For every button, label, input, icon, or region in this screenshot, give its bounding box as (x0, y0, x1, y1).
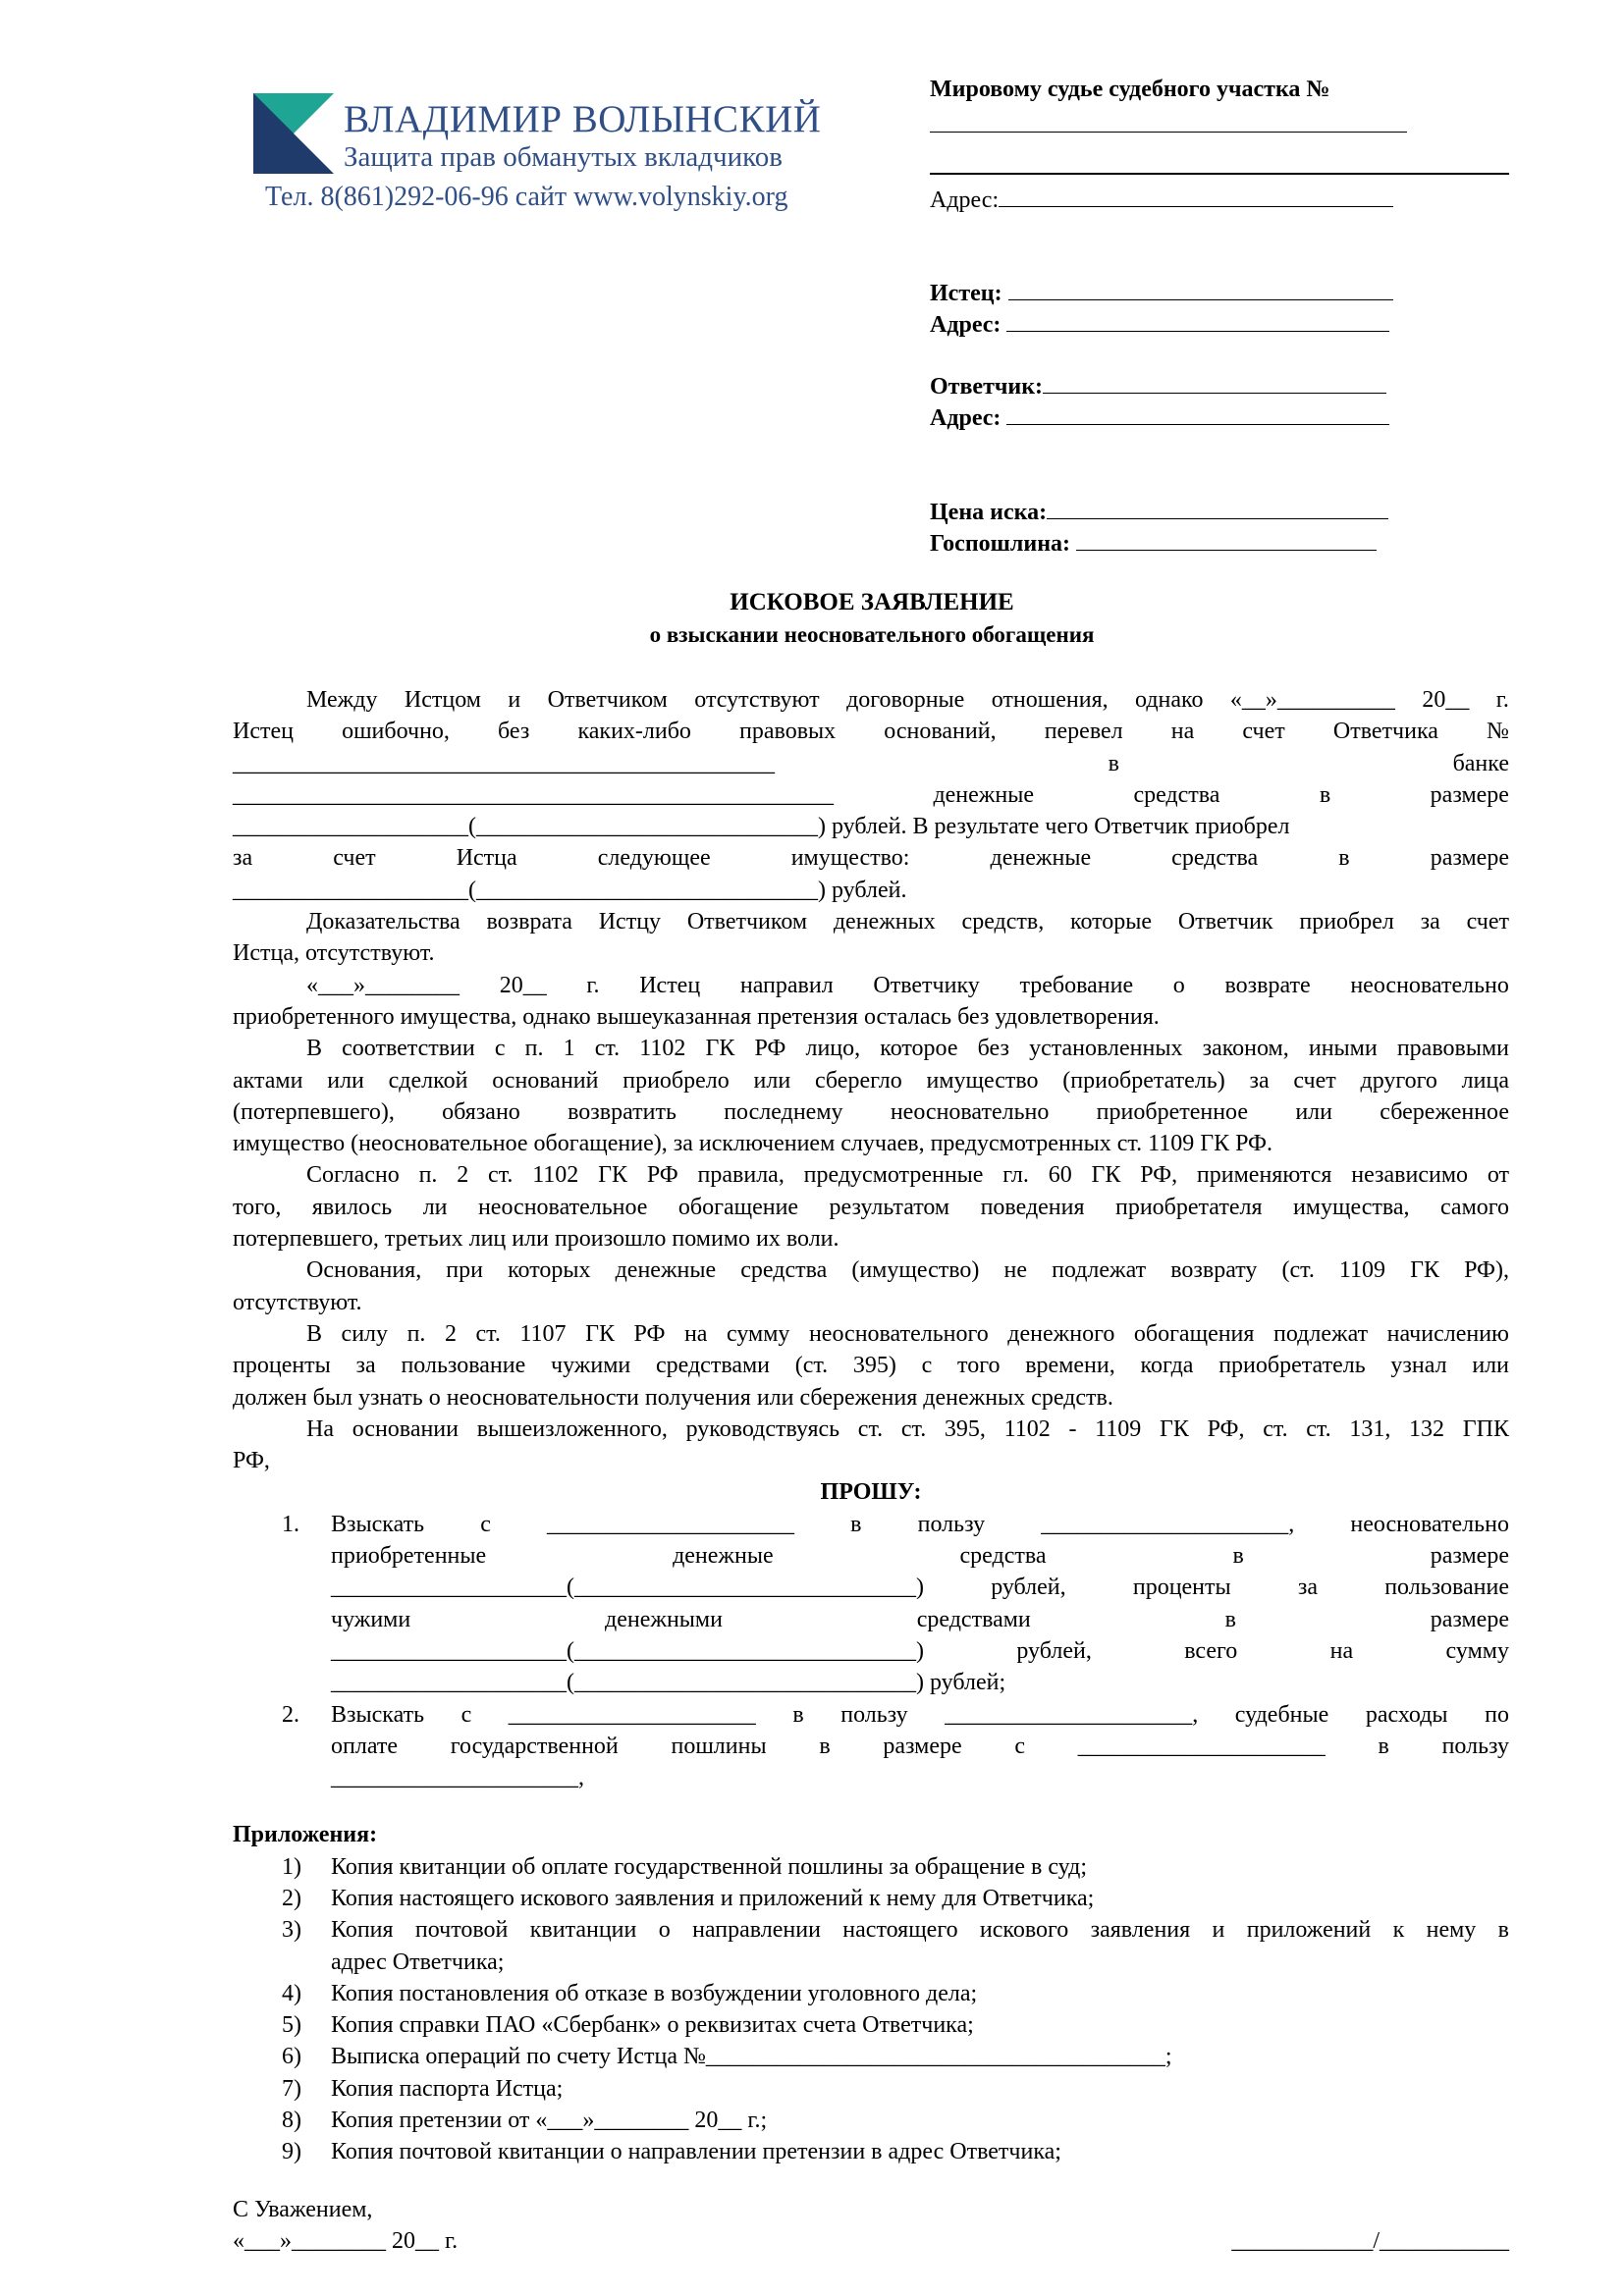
document-body (233, 684, 1509, 2257)
p5-line (233, 1223, 1509, 1255)
word: «___»________ (306, 972, 460, 998)
plaintiff-label: Истец: (930, 281, 1002, 306)
line-text: Приложения: (233, 1822, 378, 1848)
claim-price-label: Цена иска: (930, 500, 1048, 525)
word: пользование (1384, 1575, 1509, 1601)
word: денежные (990, 845, 1092, 872)
word: Ответчиком (547, 687, 668, 713)
word: в (792, 1701, 804, 1728)
p6-line (233, 1255, 1509, 1286)
word: в (819, 1733, 831, 1759)
request-item-number: 2. (282, 1701, 299, 1728)
logo-contact: Тел. 8(861)292-06-96 сайт www.volynskiy.org (265, 182, 788, 212)
attachment-line (233, 1914, 1509, 1946)
word: государственной (450, 1733, 619, 1759)
word: средства (959, 1543, 1047, 1570)
word: _____________________ (1077, 1733, 1326, 1759)
line-text: В соответствии с п. 1 ст. 1102 ГК РФ лицо, которое без установленных законом, иными правовыми (306, 1036, 1509, 1062)
logo-tagline: Защита прав обманутых вкладчиков (344, 141, 783, 173)
p7-line (233, 1382, 1509, 1414)
line-text: На основании вышеизложенного, руководствуясь ст. ст. 395, 1102 - 1109 ГК РФ, ст. ст. 131, 132 ГПК (306, 1415, 1509, 1442)
attachment-line (233, 1883, 1509, 1914)
court-label: Мировому судье судебного участка № (930, 77, 1330, 102)
p1-line (233, 875, 1509, 906)
word: имущество: (790, 845, 910, 872)
word: Истец (233, 719, 294, 745)
court-address-label: Адрес: (930, 187, 1000, 213)
plaintiff-line (930, 278, 1393, 307)
line-text: Копия паспорта Истца; (331, 2075, 564, 2102)
word: однако (1135, 687, 1204, 713)
document-title: ИСКОВОЕ ЗАЯВЛЕНИЕ (730, 589, 1014, 615)
p2-line (233, 937, 1509, 969)
line-text: ____________________(_____________________________) рублей. В результате чего Ответчик приобрел (233, 814, 1290, 840)
attachment-number: 5) (282, 2012, 301, 2039)
word: отношения, (991, 687, 1109, 713)
defendant-address-line (930, 402, 1389, 432)
word: _____________________ (508, 1701, 756, 1728)
word: в (1378, 1733, 1389, 1759)
word: размере (1430, 1543, 1509, 1570)
p7-line (233, 1350, 1509, 1381)
word: с (1014, 1733, 1026, 1759)
attachment-number: 1) (282, 1853, 301, 1880)
defendant-line (930, 371, 1386, 400)
logo-name: ВЛАДИМИР ВОЛЫНСКИЙ (344, 98, 822, 140)
attachments-heading (233, 1819, 1509, 1850)
word: денежные (673, 1543, 774, 1570)
state-fee-label: Госпошлина: (930, 531, 1071, 557)
request-item-line (233, 1667, 1509, 1698)
closing-regards (233, 2194, 1509, 2225)
line-text: Согласно п. 2 ст. 1102 ГК РФ правила, предусмотренные гл. 60 ГК РФ, применяются независимо от (306, 1162, 1509, 1189)
word: Взыскать (331, 1511, 425, 1537)
word: возврате (1224, 972, 1311, 998)
line-text: потерпевшего, третьих лиц или произошло помимо их воли. (233, 1226, 839, 1253)
claim-price-line (930, 497, 1388, 526)
p1-line (233, 684, 1509, 716)
word: с (460, 1701, 472, 1728)
word: рублей, (1016, 1637, 1092, 1664)
word: чужими (331, 1606, 411, 1632)
line-text: Основания, при которых денежные средства (имущество) не подлежат возврату (ст. 1109 ГК РФ), (306, 1257, 1509, 1284)
line-text: того, явилось ли неосновательное обогащение результатом поведения приобретателя имущества, самого (233, 1194, 1509, 1220)
word: приобретенные (331, 1543, 487, 1570)
line-text: Копия почтовой квитанции о направлении претензии в адрес Ответчика; (331, 2139, 1061, 2165)
word: _____________________ (547, 1511, 794, 1537)
p4-line (233, 1096, 1509, 1128)
court-fill-line-2 (930, 173, 1509, 175)
word: пользу (840, 1701, 908, 1728)
line-text: приобретенного имущества, однако вышеуказанная претензия осталась без удовлетворения. (233, 1003, 1160, 1030)
word: в (850, 1511, 862, 1537)
word: рублей, (991, 1575, 1066, 1601)
word: средствами (916, 1606, 1031, 1632)
word: пользу (917, 1511, 986, 1537)
defendant-address-field[interactable] (1006, 402, 1389, 425)
p4-line (233, 1065, 1509, 1096)
word: Между (306, 687, 378, 713)
word: _____________________, (945, 1701, 1199, 1728)
attachment-line (233, 2136, 1509, 2167)
word: Ответчика (1332, 719, 1438, 745)
line-text: актами или сделкой оснований приобрело или сберегло имущество (приобретатель) за счет другого лица (233, 1067, 1509, 1094)
word: следующее (597, 845, 711, 872)
word: в (1224, 1606, 1236, 1632)
word: судебные (1234, 1701, 1329, 1728)
word: № (1487, 719, 1509, 745)
word: требование (1019, 972, 1134, 998)
p5-line (233, 1159, 1509, 1191)
request-item-line (233, 1762, 1509, 1793)
attachment-line (233, 1947, 1509, 1978)
line-text: ПРОШУ: (820, 1479, 922, 1506)
word: размере (1430, 845, 1509, 872)
line-text: имущество (неосновательное обогащение), за исключением случаев, предусмотренных ст. 1109 ГК РФ. (233, 1131, 1272, 1157)
p4-line (233, 1033, 1509, 1064)
plaintiff-address-label: Адрес: (930, 312, 1001, 338)
word: ____________________(_____________________________) (331, 1637, 924, 1664)
attachment-line (233, 1851, 1509, 1883)
request-item-line (233, 1699, 1509, 1731)
request-item-number: 1. (282, 1511, 299, 1537)
p3-line (233, 970, 1509, 1001)
p8-line (233, 1414, 1509, 1445)
line-text: Копия почтовой квитанции о направлении настоящего искового заявления и приложений к нему в (331, 1917, 1509, 1944)
request-item-line (233, 1635, 1509, 1667)
plaintiff-address-line (930, 309, 1389, 339)
p6-line (233, 1287, 1509, 1318)
word: «__»__________ (1229, 687, 1395, 713)
logo-emblem-icon (253, 93, 334, 174)
word: направил (739, 972, 834, 998)
line-text: Копия квитанции об оплате государственной пошлины за обращение в суд; (331, 1853, 1088, 1880)
line-text: ____________________(_____________________________) рублей; (331, 1670, 1006, 1696)
line-text: Выписка операций по счету Истца №_______________________________________; (331, 2044, 1172, 2070)
word: всего (1184, 1637, 1238, 1664)
word: банке (1452, 750, 1509, 776)
word: Истца (456, 845, 517, 872)
court-address-line (930, 185, 1393, 214)
word: правовых (739, 719, 837, 745)
word: счет (333, 845, 376, 872)
closing-date-signature (233, 2225, 1509, 2257)
line-text: (потерпевшего), обязано возвратить последнему неосновательно приобретенное или сбереженное (233, 1098, 1509, 1125)
line-text: Истца, отсутствуют. (233, 940, 435, 967)
attachment-number: 9) (282, 2139, 301, 2165)
request-item-line (233, 1540, 1509, 1572)
p1-line (233, 748, 1509, 779)
defendant-field[interactable] (1043, 371, 1386, 394)
word: 20__ (499, 972, 547, 998)
p1-line (233, 716, 1509, 747)
p1-line (233, 811, 1509, 842)
plaintiff-field[interactable] (1008, 278, 1393, 300)
p3-line (233, 1001, 1509, 1033)
attachment-line (233, 1978, 1509, 2009)
word: ___________________________________________________ (233, 781, 834, 808)
line-text: отсутствуют. (233, 1289, 362, 1315)
word: счет (1242, 719, 1285, 745)
request-item-line (233, 1731, 1509, 1762)
line-text: Копия претензии от «___»________ 20__ г.; (331, 2108, 768, 2134)
attachment-number: 3) (282, 1917, 301, 1944)
closing-date[interactable]: «___»________ 20__ г. (233, 2227, 459, 2254)
attachment-line (233, 2009, 1509, 2041)
state-fee-field[interactable] (1076, 528, 1377, 551)
word: на (1329, 1637, 1354, 1664)
word: сумму (1445, 1637, 1509, 1664)
plaintiff-address-field[interactable] (1006, 309, 1389, 332)
word: перевел (1044, 719, 1123, 745)
word: пользу (1441, 1733, 1509, 1759)
word: без (498, 719, 530, 745)
p7-line (233, 1318, 1509, 1350)
word: неосновательно (1350, 972, 1509, 998)
word: проценты (1132, 1575, 1231, 1601)
word: денежные (933, 781, 1034, 808)
spacer (233, 1793, 1509, 1819)
request-heading (233, 1476, 1509, 1508)
word: оплате (331, 1733, 398, 1759)
court-fill-line (930, 132, 1407, 133)
p4-line (233, 1128, 1509, 1159)
word: с (480, 1511, 491, 1537)
word: в (1338, 845, 1350, 872)
document-subtitle: о взыскании неосновательного обогащения (649, 622, 1095, 647)
line-text: ____________________(_____________________________) рублей. (233, 877, 907, 903)
word: ошибочно, (342, 719, 450, 745)
company-logo (253, 93, 842, 231)
p5-line (233, 1192, 1509, 1223)
attachment-line (233, 2041, 1509, 2072)
p1-line (233, 842, 1509, 874)
word: ______________________________________________ (233, 750, 775, 776)
word: в (1232, 1543, 1244, 1570)
line-text: Доказательства возврата Истцу Ответчиком денежных средств, которые Ответчик приобрел за счет (306, 909, 1509, 935)
attachment-number: 7) (282, 2075, 301, 2102)
defendant-label: Ответчик: (930, 374, 1044, 400)
attachment-line (233, 2073, 1509, 2105)
attachment-number: 4) (282, 1980, 301, 2006)
word: пошлины (671, 1733, 767, 1759)
word: о (1172, 972, 1185, 998)
word: неосновательно (1350, 1511, 1509, 1537)
word: средства (1133, 781, 1220, 808)
word: за (233, 845, 253, 872)
line-text: _____________________, (331, 1765, 584, 1791)
line-text: С Уважением, (233, 2196, 373, 2222)
line-text: Копия справки ПАО «Сбербанк» о реквизитах счета Ответчика; (331, 2012, 974, 2039)
word: Ответчику (873, 972, 980, 998)
word: за (1297, 1575, 1318, 1601)
attachment-number: 6) (282, 2044, 301, 2070)
attachment-line (233, 2105, 1509, 2136)
word: г. (1495, 687, 1509, 713)
defendant-address-label: Адрес: (930, 405, 1001, 431)
word: 20__ (1422, 687, 1470, 713)
signature-field[interactable]: ____________/___________ (1231, 2227, 1509, 2254)
word: ____________________(_____________________________) (331, 1575, 924, 1601)
word: Истцом (404, 687, 481, 713)
request-item-line (233, 1572, 1509, 1603)
line-text: адрес Ответчика; (331, 1949, 505, 1975)
court-address-field[interactable] (999, 185, 1393, 207)
word: в (1108, 750, 1119, 776)
request-item-line (233, 1509, 1509, 1540)
word: отсутствуют (694, 687, 820, 713)
line-text: Копия настоящего искового заявления и приложений к нему для Ответчика; (331, 1885, 1095, 1911)
line-text: проценты за пользование чужими средствами (ст. 395) с того времени, когда приобретатель узнал или (233, 1353, 1509, 1379)
word: _____________________, (1041, 1511, 1295, 1537)
p1-line (233, 779, 1509, 811)
word: Взыскать (331, 1701, 425, 1728)
p2-line (233, 906, 1509, 937)
word: расходы (1365, 1701, 1448, 1728)
word: каких-либо (577, 719, 691, 745)
word: средства (1171, 845, 1259, 872)
word: оснований, (884, 719, 997, 745)
word: Истец (639, 972, 701, 998)
line-text: РФ, (233, 1448, 270, 1474)
spacer (233, 2168, 1509, 2194)
p8-line (233, 1445, 1509, 1476)
line-text: В силу п. 2 ст. 1107 ГК РФ на сумму неосновательного денежного обогащения подлежат начислению (306, 1320, 1509, 1347)
line-text: должен был узнать о неосновательности получения или сбережения денежных средств. (233, 1384, 1113, 1411)
word: и (508, 687, 521, 713)
word: договорные (846, 687, 965, 713)
word: г. (586, 972, 600, 998)
attachment-number: 2) (282, 1885, 301, 1911)
attachment-number: 8) (282, 2108, 301, 2134)
word: размере (883, 1733, 962, 1759)
word: размере (1430, 781, 1509, 808)
word: денежными (605, 1606, 723, 1632)
line-text: Копия постановления об отказе в возбуждении уголовного дела; (331, 1980, 978, 2006)
word: на (1170, 719, 1195, 745)
claim-price-field[interactable] (1047, 497, 1388, 519)
state-fee-line (930, 528, 1377, 558)
word: по (1485, 1701, 1509, 1728)
word: размере (1430, 1606, 1509, 1632)
court-line (930, 77, 1330, 103)
request-item-line (233, 1604, 1509, 1635)
word: в (1319, 781, 1331, 808)
